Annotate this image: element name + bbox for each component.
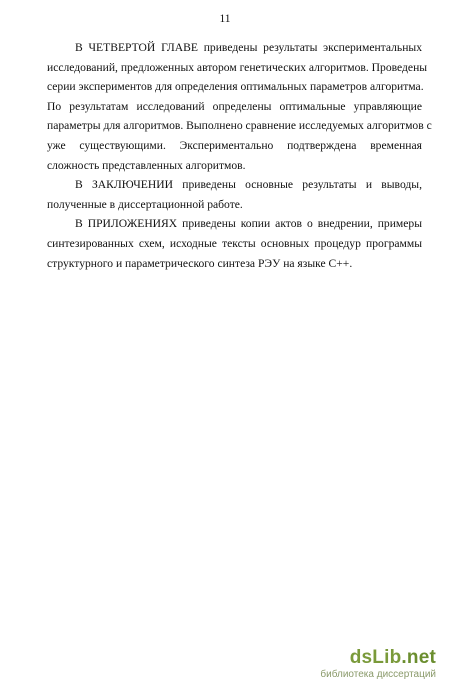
paragraph-line: параметры для алгоритмов. Выполнено сравнение исследуемых алгоритмов с [47, 119, 432, 133]
paragraph-line: По результатам исследований определены оптимальные управляющие [47, 99, 422, 113]
paragraph-appendices [47, 214, 422, 273]
watermark-caption: библиотека диссертаций [320, 669, 436, 680]
paragraph-line: исследований, предложенных автором генетических алгоритмов. Проведены [47, 60, 428, 74]
paragraph-line: В ЧЕТВЕРТОЙ ГЛАВЕ приведены результаты экспериментальных [75, 41, 422, 54]
document-body [47, 38, 432, 273]
paragraph-line: синтезированных схем, исходные тексты основных процедур программы [47, 236, 422, 250]
paragraph-line: уже существующими. Экспериментально подтверждена временная [47, 138, 422, 152]
site-watermark [296, 647, 436, 681]
page-number: 11 [219, 13, 231, 25]
paragraph-line: В ПРИЛОЖЕНИЯХ приведены копии актов о внедрении, примеры [75, 217, 422, 231]
paragraph-chapter-four [47, 38, 432, 175]
paragraph-line: серии экспериментов для определения оптимальных параметров алгоритма. [47, 80, 424, 94]
paragraph-line: полученные в диссертационной работе. [47, 197, 243, 211]
paragraph-conclusion [47, 175, 422, 214]
watermark-logo-domain: .net [401, 647, 436, 668]
watermark-logo [296, 647, 436, 669]
paragraph-line: структурного и параметрического синтеза РЭУ на языке С++. [47, 256, 353, 270]
paragraph-line: сложность представленных алгоритмов. [47, 158, 246, 172]
paragraph-line: В ЗАКЛЮЧЕНИИ приведены основные результаты и выводы, [75, 178, 422, 192]
watermark-logo-name: dsLib [349, 647, 402, 668]
